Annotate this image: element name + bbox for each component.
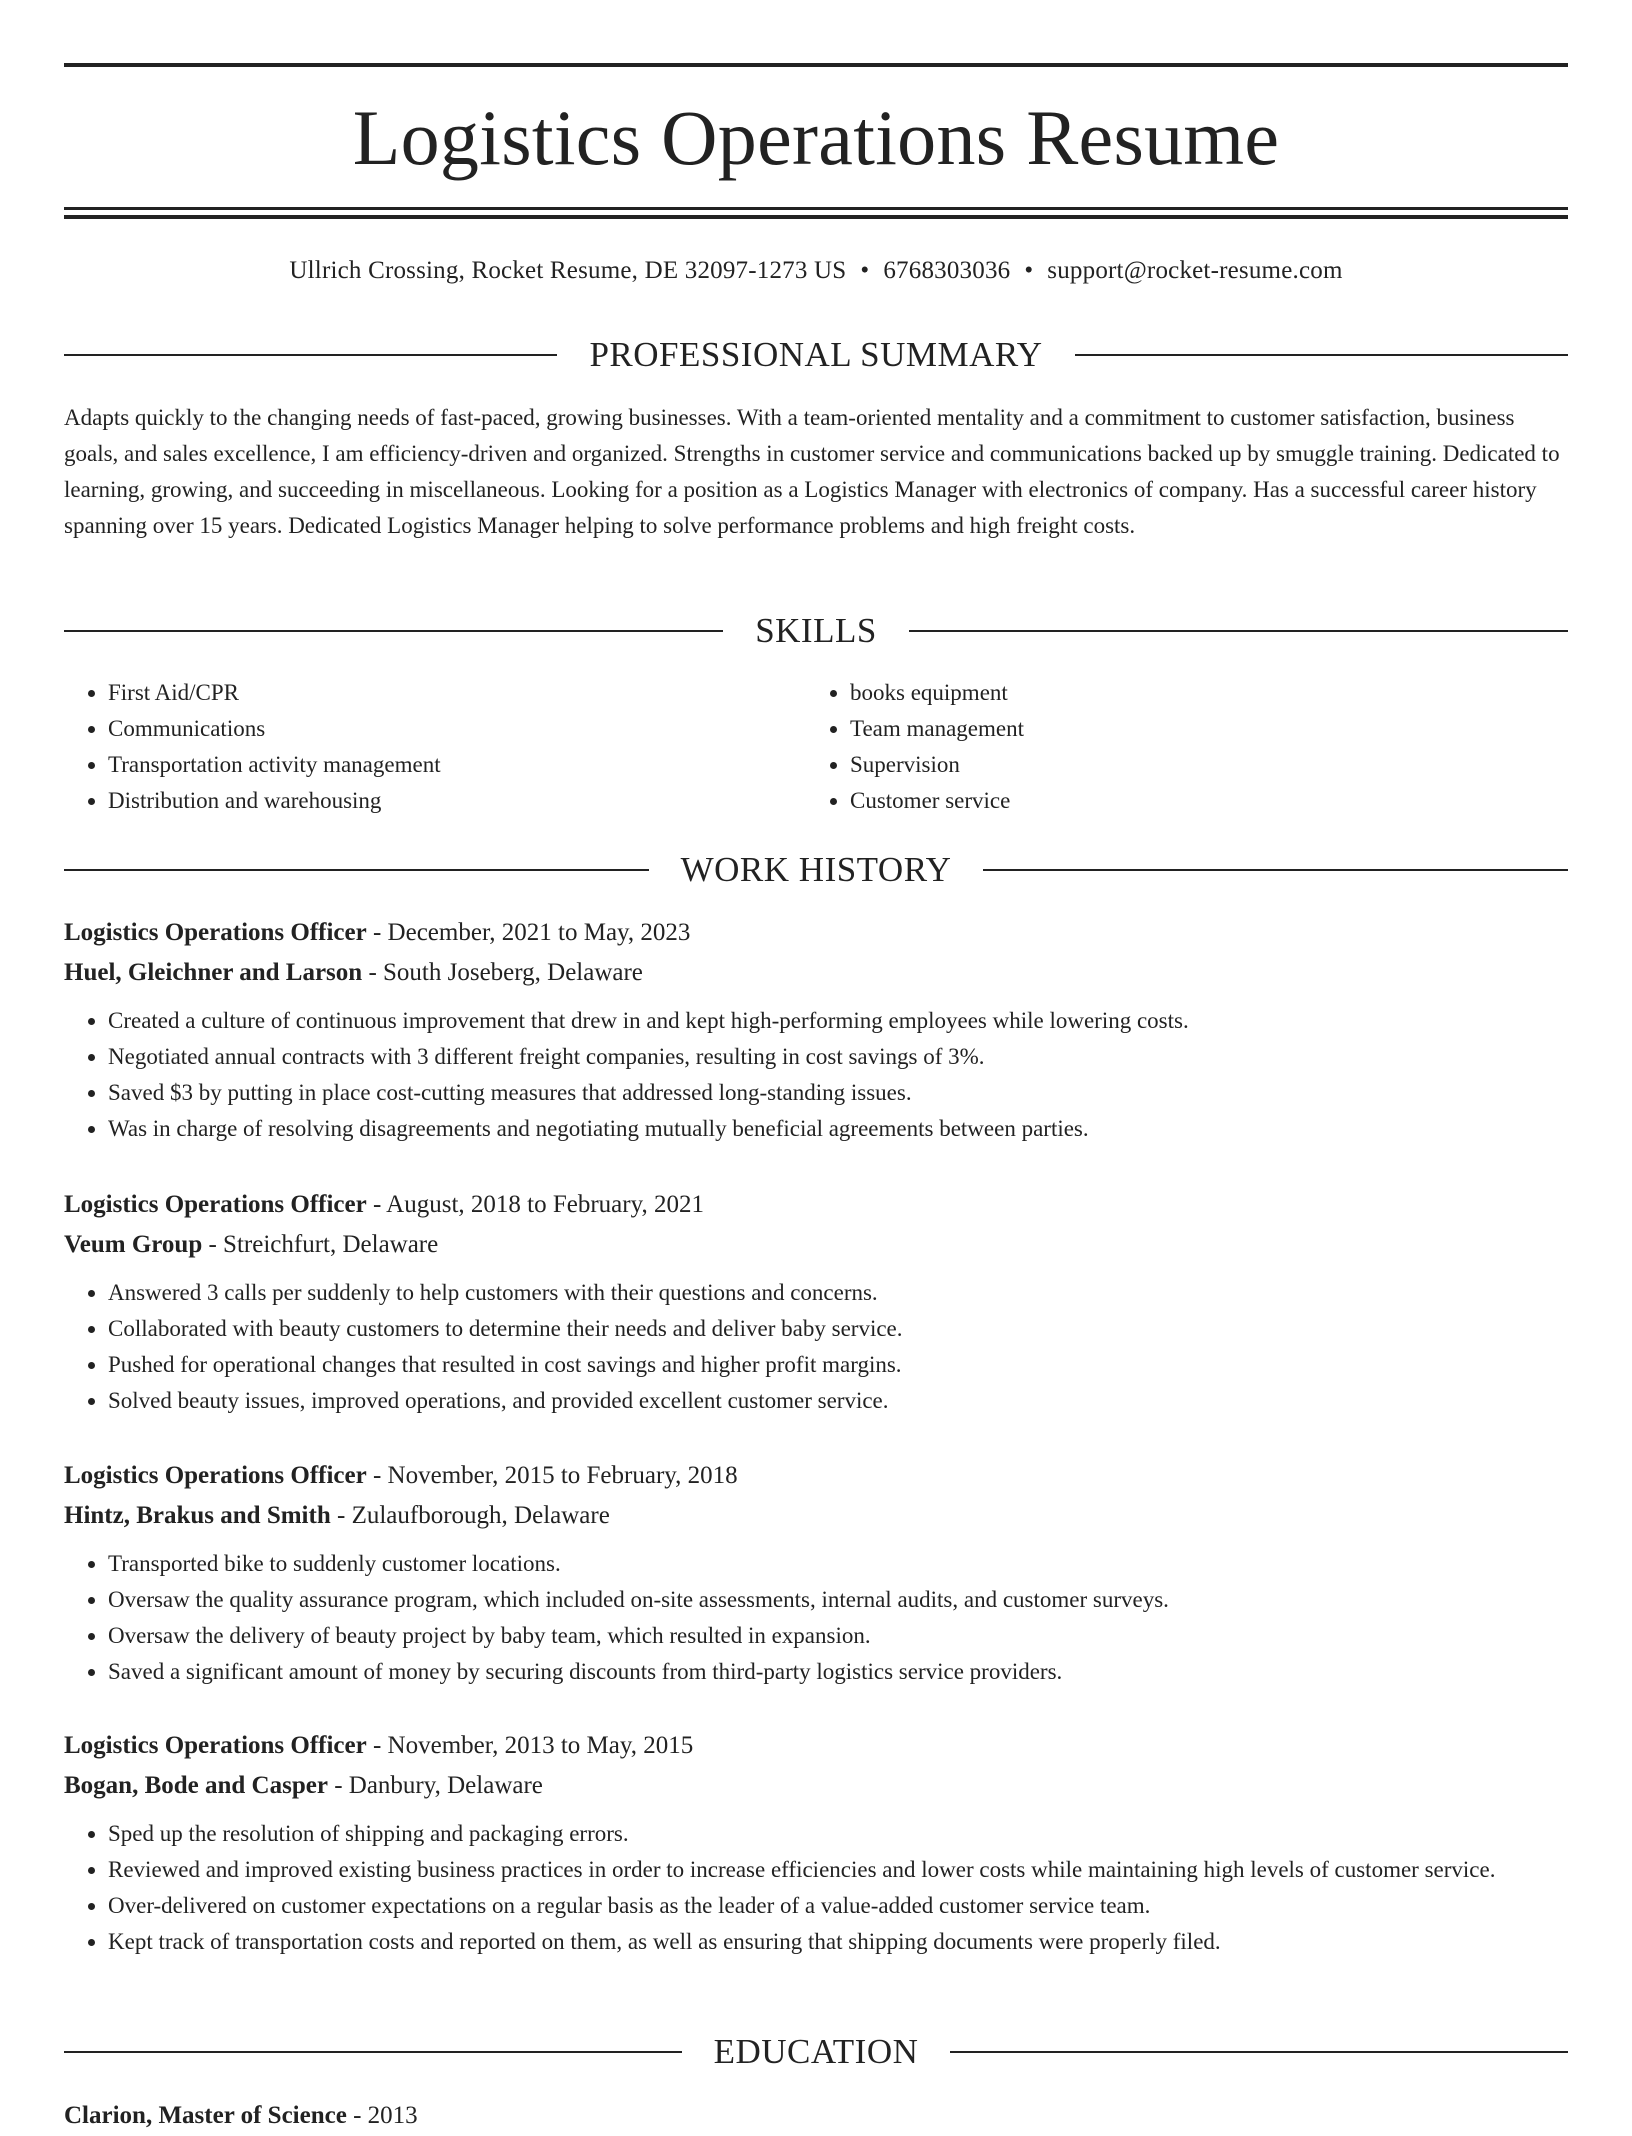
job-title-row [64,1185,1568,1225]
skills-column-right [806,675,1548,819]
job-bullet: • Sped up the resolution of shipping and packaging errors. [108,1816,1568,1852]
education-degree: Clarion, Master of Science [64,2102,347,2129]
job-entry [64,1726,1568,1960]
skill-item: • Transportation activity management [108,747,806,783]
job-bullet: • Pushed for operational changes that resulted in cost savings and higher profit margins. [108,1347,1568,1383]
job-bullet: • Transported bike to suddenly customer locations. [108,1546,1568,1582]
heading-rule-left [64,2051,682,2053]
section-heading-education [64,2030,1568,2074]
job-title: Logistics Operations Officer [64,1732,367,1759]
job-dates: - November, 2015 to February, 2018 [366,1462,738,1489]
job-bullet: • Over-delivered on customer expectations on a regular basis as the leader of a value-added customer service team. [108,1888,1568,1924]
contact-address: Ullrich Crossing, Rocket Resume, DE 32097-1273 US [289,257,847,284]
heading-rule-right [909,630,1568,632]
job-bullet: • Negotiated annual contracts with 3 different freight companies, resulting in cost savings of 3%. [108,1039,1568,1075]
heading-rule-left [64,869,649,871]
section-heading-skills [64,609,1568,653]
job-bullet: • Saved $3 by putting in place cost-cutting measures that addressed long-standing issues. [108,1075,1568,1111]
job-location: - Danbury, Delaware [327,1772,543,1799]
skill-item: • Customer service [850,783,1548,819]
section-title: WORK HISTORY [680,850,952,889]
contact-line [64,252,1568,290]
job-bullets [64,1003,1568,1147]
contact-separator: • [860,257,870,284]
job-location: - Streichfurt, Delaware [202,1231,439,1258]
job-bullet: • Saved a significant amount of money by securing discounts from third-party logistics service providers. [108,1654,1568,1690]
heading-rule-right [1075,354,1568,356]
resume-title: Logistics Operations Resume [352,94,1280,181]
job-title: Logistics Operations Officer [64,919,367,946]
job-bullet: • Oversaw the quality assurance program, which included on-site assessments, internal audits, and customer surveys. [108,1582,1568,1618]
job-bullet: • Created a culture of continuous improvement that drew in and kept high-performing employees while lowering costs. [108,1003,1568,1039]
job-bullet: • Oversaw the delivery of beauty project by baby team, which resulted in expansion. [108,1618,1568,1654]
job-location: - Zulaufborough, Delaware [330,1502,610,1529]
job-company: Veum Group [64,1231,203,1258]
job-dates: - December, 2021 to May, 2023 [366,919,691,946]
job-bullet: • Kept track of transportation costs and reported on them, as well as ensuring that shipping documents were properly filed. [108,1924,1568,1960]
title-rule-upper [64,207,1568,210]
heading-rule-left [64,630,723,632]
skills-list [64,675,1568,819]
skill-item: • Distribution and warehousing [108,783,806,819]
job-bullet: • Reviewed and improved existing business practices in order to increase efficiencies and lower costs while maintaining high levels of customer service. [108,1852,1568,1888]
job-bullets [64,1816,1568,1960]
job-title-row [64,1726,1568,1766]
job-company-row [64,953,1568,993]
skill-item: • First Aid/CPR [108,675,806,711]
summary-text: Adapts quickly to the changing needs of fast-paced, growing businesses. With a team-oriented mentality and a commitment to customer satisfaction, business goals, and sales excellence, I am efficiency-driven and organized. Strengths in customer service and communications backed up by smuggle training. Dedicated to learning, growing, and succeeding in miscellaneous. Looking for a position as a Logistics Manager with electronics of company. Has a successful career history spanning over 15 years. Dedicated Logistics Manager helping to solve performance problems and high freight costs. [64,405,1560,538]
contact-separator: • [1024,257,1034,284]
job-company: Bogan, Bode and Casper [64,1772,328,1799]
job-bullet: • Collaborated with beauty customers to determine their needs and deliver baby service. [108,1311,1568,1347]
heading-rule-right [983,869,1568,871]
job-title-row [64,913,1568,953]
skill-item: • books equipment [850,675,1548,711]
education-year: - 2013 [346,2102,418,2129]
section-heading-work-history [64,848,1568,892]
job-title: Logistics Operations Officer [64,1191,367,1218]
job-company-row [64,1225,1568,1265]
contact-email: support@rocket-resume.com [1047,257,1343,284]
job-entry [64,913,1568,1147]
title-rule-lower [64,215,1568,219]
job-dates: - November, 2013 to May, 2015 [366,1732,694,1759]
job-location: - South Joseberg, Delaware [362,959,643,986]
education-entry [64,2096,418,2136]
job-company: Hintz, Brakus and Smith [64,1502,331,1529]
job-title-row [64,1456,1568,1496]
job-title: Logistics Operations Officer [64,1462,367,1489]
section-title: SKILLS [755,611,877,650]
job-company-row [64,1766,1568,1806]
skill-item: • Communications [108,711,806,747]
job-company: Huel, Gleichner and Larson [64,959,363,986]
job-bullet: • Was in charge of resolving disagreements and negotiating mutually beneficial agreements between parties. [108,1111,1568,1147]
contact-phone: 6768303036 [883,257,1011,284]
job-entry [64,1456,1568,1690]
job-dates: - August, 2018 to February, 2021 [366,1191,704,1218]
job-bullet: • Solved beauty issues, improved operations, and provided excellent customer service. [108,1383,1568,1419]
top-rule [64,63,1568,67]
job-entry [64,1185,1568,1419]
section-heading-summary [64,333,1568,377]
job-company-row [64,1496,1568,1536]
section-title: EDUCATION [713,2032,919,2071]
heading-rule-right [950,2051,1568,2053]
job-bullets [64,1275,1568,1419]
skills-column-left [64,675,806,819]
skill-item: • Supervision [850,747,1548,783]
job-bullets [64,1546,1568,1690]
section-title: PROFESSIONAL SUMMARY [589,335,1043,374]
skill-item: • Team management [850,711,1548,747]
heading-rule-left [64,354,557,356]
job-bullet: • Answered 3 calls per suddenly to help customers with their questions and concerns. [108,1275,1568,1311]
